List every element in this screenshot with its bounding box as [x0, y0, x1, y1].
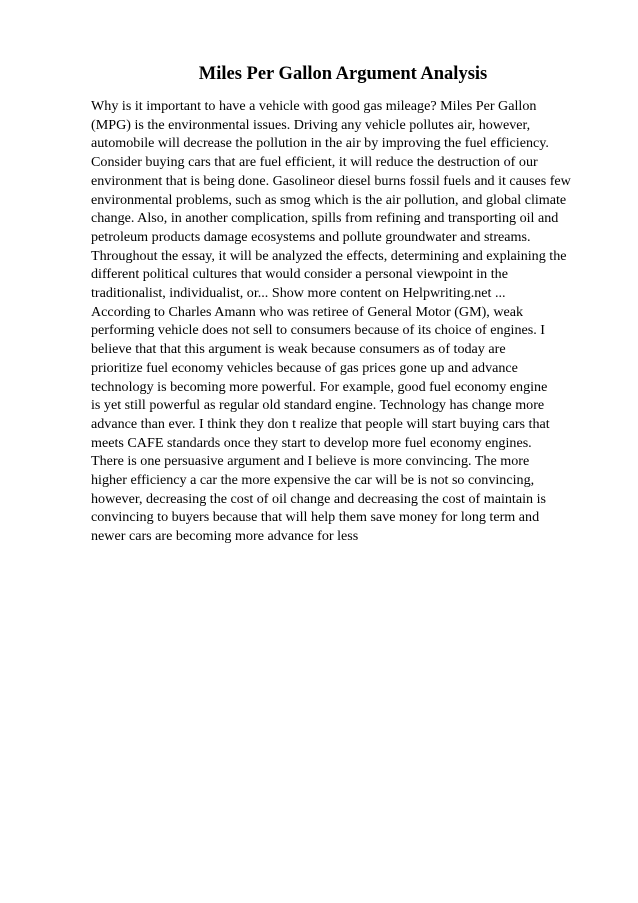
body-line: environment that is being done. Gasolineor diesel burns fossil fuels and it causes few [91, 172, 571, 189]
body-line: Consider buying cars that are fuel efficient, it will reduce the destruction of our [91, 154, 538, 171]
body-line: environmental problems, such as smog which is the air pollution, and global climate [91, 191, 567, 208]
body-line: meets CAFE standards once they start to develop more fuel economy engines. [91, 434, 532, 451]
body-line: traditionalist, individualist, or... Show more content on Helpwriting.net ... [91, 285, 506, 302]
body-line: automobile will decrease the pollution in the air by improving the fuel efficiency. [91, 135, 549, 152]
body-line: different political cultures that would consider a personal viewpoint in the [91, 266, 508, 283]
body-line: There is one persuasive argument and I believe is more convincing. The more [91, 453, 530, 470]
body-line: Why is it important to have a vehicle with good gas mileage? Miles Per Gallon [91, 98, 537, 114]
body-line: technology is becoming more powerful. For example, good fuel economy engine [91, 378, 548, 395]
body-line: performing vehicle does not sell to consumers because of its choice of engines. I [91, 322, 545, 339]
body-line: (MPG) is the environmental issues. Driving any vehicle pollutes air, however, [91, 116, 531, 133]
document-body [91, 97, 611, 546]
body-line: convincing to buyers because that will help them save money for long term and [91, 509, 540, 526]
document-title: Miles Per Gallon Argument Analysis [198, 64, 488, 84]
body-line: According to Charles Amann who was retiree of General Motor (GM), weak [91, 303, 524, 320]
body-line: Throughout the essay, it will be analyzed the effects, determining and explaining the [91, 247, 567, 264]
body-line: higher efficiency a car the more expensive the car will be is not so convincing, [91, 472, 535, 489]
body-line: however, decreasing the cost of oil change and decreasing the cost of maintain is [91, 490, 546, 507]
body-line: petroleum products damage ecosystems and pollute groundwater and streams. [91, 228, 531, 245]
body-line: newer cars are becoming more advance for less [91, 528, 359, 545]
body-line: believe that that this argument is weak because consumers as of today are [91, 341, 506, 358]
body-line: prioritize fuel economy vehicles because of gas prices gone up and advance [91, 359, 518, 376]
body-line: advance than ever. I think they don t realize that people will start buying cars that [91, 415, 550, 432]
body-line: change. Also, in another complication, spills from refining and transporting oil and [91, 210, 559, 227]
body-line: is yet still powerful as regular old standard engine. Technology has change more [91, 397, 545, 414]
